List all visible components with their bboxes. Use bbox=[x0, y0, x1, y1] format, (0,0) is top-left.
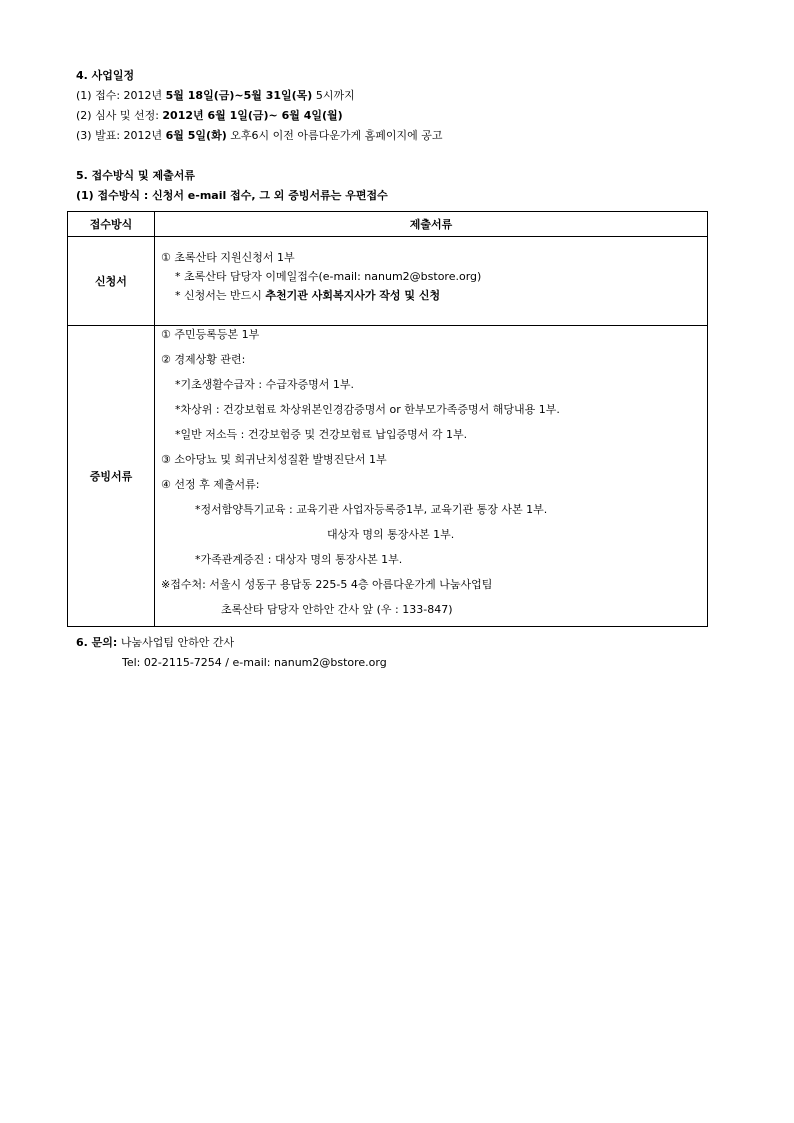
header-method: 접수방식 bbox=[68, 212, 155, 237]
submission-table bbox=[67, 211, 708, 627]
list-item: *차상위 : 건강보험료 차상위본인경감증명서 or 한부모가족증명서 해당내용 1부. bbox=[175, 403, 560, 416]
list-item: ② 경제상황 관련: bbox=[161, 353, 246, 366]
list-item: *기초생활수급자 : 수급자증명서 1부. bbox=[175, 378, 354, 391]
table-header-row bbox=[68, 212, 708, 237]
section-4-title: 4. 사업일정 bbox=[76, 69, 135, 82]
list-item: ④ 선정 후 제출서류: bbox=[161, 478, 260, 491]
row-label-evidence: 증빙서류 bbox=[68, 326, 155, 627]
header-docs: 제출서류 bbox=[155, 212, 708, 237]
contact-info: Tel: 02-2115-7254 / e-mail: nanum2@bstore.org bbox=[122, 656, 387, 669]
list-item: *일반 저소득 : 건강보험증 및 건강보험료 납입증명서 각 1부. bbox=[175, 428, 468, 441]
section-5-subtitle: (1) 접수방식 : 신청서 e-mail 접수, 그 외 증빙서류는 우편접수 bbox=[76, 189, 388, 202]
list-item: ③ 소아당뇨 및 희귀난치성질환 발병진단서 1부 bbox=[161, 453, 387, 466]
list-item: ① 주민등록등본 1부 bbox=[161, 328, 260, 341]
row-label-application: 신청서 bbox=[68, 237, 155, 326]
list-item: ① 초록산타 지원신청서 1부 bbox=[161, 251, 295, 264]
table-row-evidence bbox=[68, 326, 708, 627]
list-item: *가족관계증진 : 대상자 명의 통장사본 1부. bbox=[195, 553, 403, 566]
list-item: * 초록산타 담당자 이메일접수(e-mail: nanum2@bstore.org) bbox=[175, 270, 482, 283]
list-item: * 신청서는 반드시 추천기관 사회복지사가 작성 및 신청 bbox=[175, 289, 441, 302]
application-docs-cell bbox=[155, 237, 708, 326]
schedule-line-3: (3) 발표: 2012년 6월 5일(화) 오후6시 이전 아름다운가게 홈페이지에 공고 bbox=[76, 129, 443, 142]
schedule-line-1: (1) 접수: 2012년 5월 18일(금)~5월 31일(목) 5시까지 bbox=[76, 89, 355, 102]
table-row-application bbox=[68, 237, 708, 326]
list-item: *정서함양특기교육 : 교육기관 사업자등록증1부, 교육기관 통장 사본 1부. bbox=[195, 503, 548, 516]
evidence-docs-cell bbox=[155, 326, 708, 627]
list-item: 대상자 명의 통장사본 1부. bbox=[327, 528, 455, 541]
list-item: 초록산타 담당자 안하안 간사 앞 (우 : 133-847) bbox=[221, 603, 453, 616]
list-item: ※접수처: 서울시 성동구 용답동 225-5 4층 아름다운가게 나눔사업팀 bbox=[161, 578, 493, 591]
section-5-title: 5. 접수방식 및 제출서류 bbox=[76, 169, 195, 182]
section-6-title: 6. 문의: 나눔사업팀 안하안 간사 bbox=[76, 636, 235, 649]
schedule-line-2: (2) 심사 및 선정: 2012년 6월 1일(금)~ 6월 4일(월) bbox=[76, 109, 343, 122]
